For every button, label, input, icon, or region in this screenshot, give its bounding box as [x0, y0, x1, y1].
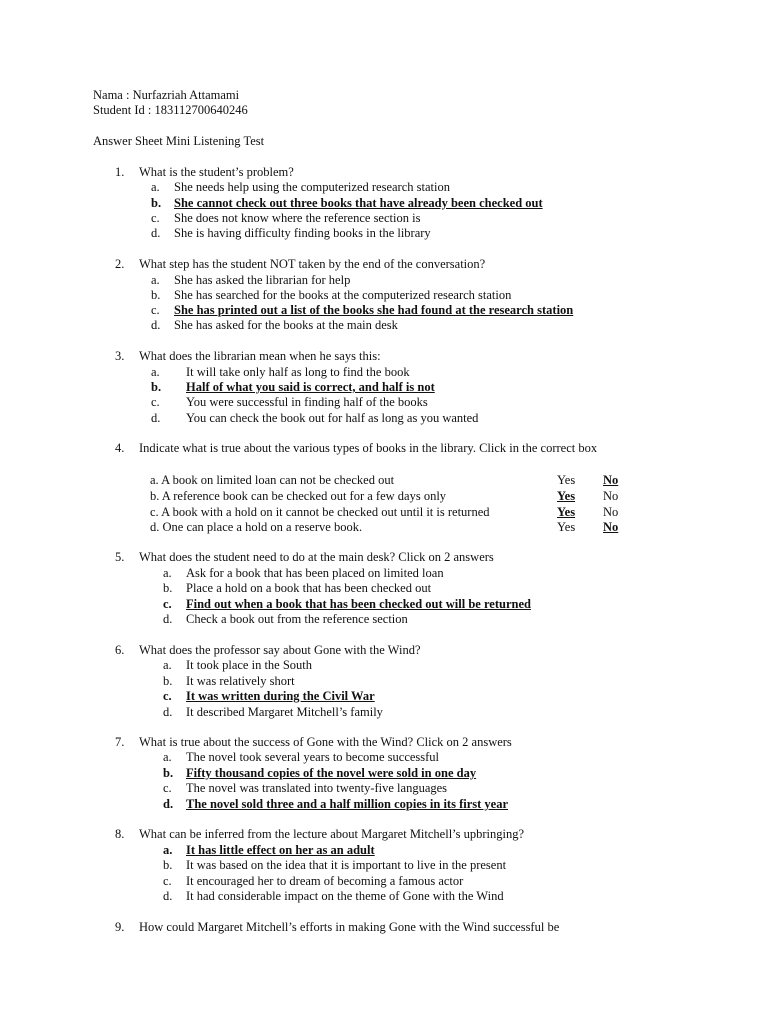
- option-letter: c.: [163, 874, 172, 888]
- no-option[interactable]: No: [603, 505, 619, 519]
- question-number: 3.: [115, 349, 125, 363]
- question-number: 9.: [115, 920, 125, 934]
- option-text-selected: Fifty thousand copies of the novel were sold in one day: [186, 766, 477, 780]
- question-text: What step has the student NOT taken by the end of the conversation?: [139, 257, 486, 271]
- option-text: She has asked the librarian for help: [174, 273, 351, 287]
- option-letter-selected: c.: [163, 689, 172, 703]
- option-text: It was based on the idea that it is important to live in the present: [186, 858, 507, 872]
- option-text-selected: She has printed out a list of the books she had found at the research station: [174, 303, 574, 317]
- statement-text: d. One can place a hold on a reserve book.: [150, 520, 363, 534]
- question-text: What is the student’s problem?: [139, 165, 294, 179]
- no-option-selected[interactable]: No: [603, 520, 619, 534]
- question-text: What does the professor say about Gone with the Wind?: [139, 643, 421, 657]
- option-text: The novel took several years to become successful: [186, 750, 440, 764]
- option-letter: d.: [163, 889, 173, 903]
- option-text: You can check the book out for half as long as you wanted: [186, 411, 479, 425]
- option-text: Place a hold on a book that has been checked out: [186, 581, 432, 595]
- option-letter: b.: [151, 288, 161, 302]
- question-number: 4.: [115, 441, 125, 455]
- question-text: How could Margaret Mitchell’s efforts in making Gone with the Wind successful be: [139, 920, 560, 934]
- option-text: She does not know where the reference section is: [174, 211, 421, 225]
- question-number: 7.: [115, 735, 125, 749]
- yes-option-selected[interactable]: Yes: [557, 505, 576, 519]
- statement-text: a. A book on limited loan can not be checked out: [150, 473, 395, 487]
- option-text: She has searched for the books at the computerized research station: [174, 288, 512, 302]
- option-letter: a.: [151, 365, 160, 379]
- no-option[interactable]: No: [603, 489, 619, 503]
- option-text-selected: The novel sold three and a half million copies in its first year: [186, 797, 508, 811]
- option-letter: a.: [151, 180, 160, 194]
- option-letter-selected: a.: [163, 843, 173, 857]
- question-text: What can be inferred from the lecture about Margaret Mitchell’s upbringing?: [139, 827, 525, 841]
- question-number: 1.: [115, 165, 125, 179]
- statement-text: c. A book with a hold on it cannot be checked out until it is returned: [150, 505, 490, 519]
- question-text: Indicate what is true about the various types of books in the library. Click in the correct box: [139, 441, 598, 455]
- option-letter-selected: b.: [151, 380, 162, 394]
- option-text: It had considerable impact on the theme of Gone with the Wind: [186, 889, 504, 903]
- option-letter: a.: [151, 273, 160, 287]
- option-letter-selected: b.: [151, 196, 162, 210]
- option-text: Check a book out from the reference section: [186, 612, 408, 626]
- option-letter: a.: [163, 566, 172, 580]
- question-text: What is true about the success of Gone with the Wind? Click on 2 answers: [139, 735, 512, 749]
- option-text: It took place in the South: [186, 658, 313, 672]
- option-letter: c.: [151, 211, 160, 225]
- option-text: She is having difficulty finding books in the library: [174, 226, 431, 240]
- question-number: 6.: [115, 643, 125, 657]
- option-letter: d.: [163, 612, 173, 626]
- statement-text: b. A reference book can be checked out for a few days only: [150, 489, 447, 503]
- question-text: What does the student need to do at the main desk? Click on 2 answers: [139, 550, 494, 564]
- option-letter: c.: [163, 781, 172, 795]
- option-text-selected: It has little effect on her as an adult: [186, 843, 375, 857]
- option-letter-selected: c.: [151, 303, 160, 317]
- option-letter: a.: [163, 658, 172, 672]
- option-letter: b.: [163, 858, 173, 872]
- option-text: She has asked for the books at the main desk: [174, 318, 398, 332]
- student-id: Student Id : 183112700640246: [93, 103, 248, 117]
- option-letter: b.: [163, 581, 173, 595]
- student-name: Nama : Nurfazriah Attamami: [93, 88, 240, 102]
- option-text: It was relatively short: [186, 674, 295, 688]
- option-letter: b.: [163, 674, 173, 688]
- option-text-selected: She cannot check out three books that have already been checked out: [174, 196, 543, 210]
- option-letter: d.: [151, 411, 161, 425]
- option-letter: d.: [151, 226, 161, 240]
- question-number: 2.: [115, 257, 125, 271]
- sheet-title: Answer Sheet Mini Listening Test: [93, 134, 265, 148]
- option-text: It encouraged her to dream of becoming a famous actor: [186, 874, 464, 888]
- option-letter: c.: [151, 395, 160, 409]
- option-text: It described Margaret Mitchell’s family: [186, 705, 383, 719]
- option-letter-selected: c.: [163, 597, 172, 611]
- option-text: You were successful in finding half of the books: [186, 395, 428, 409]
- option-letter: a.: [163, 750, 172, 764]
- question-number: 8.: [115, 827, 125, 841]
- option-text-selected: It was written during the Civil War: [186, 689, 375, 703]
- option-text: It will take only half as long to find the book: [186, 365, 410, 379]
- option-text-selected: Half of what you said is correct, and half is not: [186, 380, 435, 394]
- yes-option-selected[interactable]: Yes: [557, 489, 576, 503]
- option-letter-selected: b.: [163, 766, 174, 780]
- no-option-selected[interactable]: No: [603, 473, 619, 487]
- question-number: 5.: [115, 550, 125, 564]
- question-text: What does the librarian mean when he says this:: [139, 349, 381, 363]
- option-letter: d.: [151, 318, 161, 332]
- option-text-selected: Find out when a book that has been checked out will be returned: [186, 597, 531, 611]
- option-text: The novel was translated into twenty-five languages: [186, 781, 448, 795]
- option-text: Ask for a book that has been placed on limited loan: [186, 566, 444, 580]
- option-text: She needs help using the computerized research station: [174, 180, 450, 194]
- yes-option[interactable]: Yes: [557, 473, 576, 487]
- option-letter: d.: [163, 705, 173, 719]
- yes-option[interactable]: Yes: [557, 520, 576, 534]
- option-letter-selected: d.: [163, 797, 174, 811]
